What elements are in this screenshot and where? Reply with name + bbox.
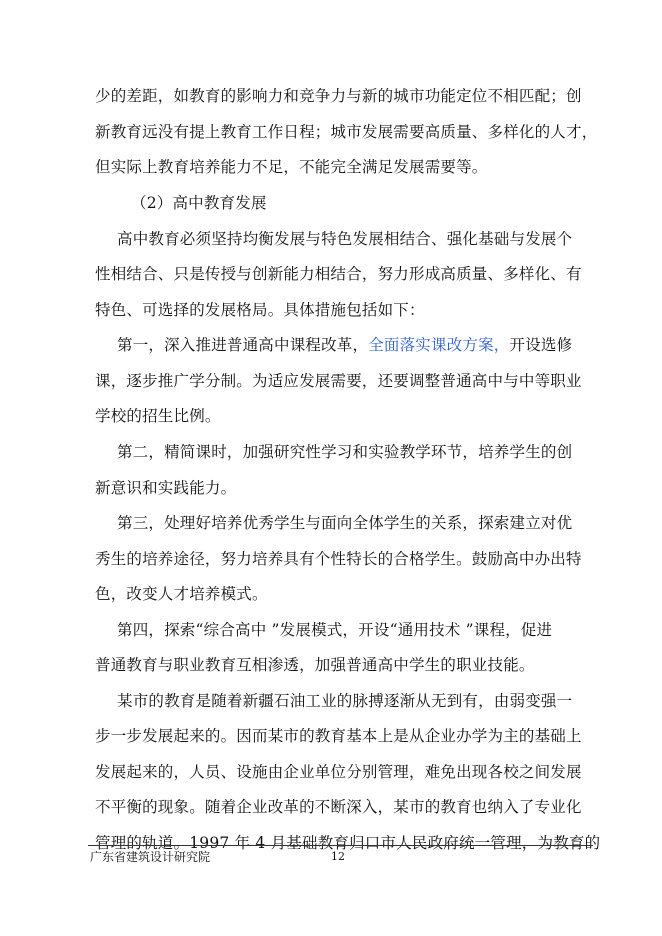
text-line-8 — [117, 335, 572, 355]
text-line-6: 性相结合、只是传授与创新能力相结合，努力形成高质量、多样化、有 — [95, 265, 582, 283]
text-line-9: 课，逐步推广学分制。为适应发展需要，还要调整普通高中与中等职业 — [95, 372, 582, 390]
line-8-before: 第一，深入推进普通高中课程改革， — [117, 336, 369, 354]
text-line-15: 色，改变人才培养模式。 — [95, 585, 268, 603]
text-line-10: 学校的招生比例。 — [95, 407, 221, 425]
text-line-21: 不平衡的现象。随着企业改革的不断深入，某市的教育也纳入了专业化 — [95, 798, 582, 816]
text-line-16: 第四，探索“综合高中 ”发展模式，开设“通用技术 ”课程，促进 — [117, 621, 553, 639]
text-line-19: 步一步发展起来的。因而某市的教育基本上是从企业办学为主的基础上 — [95, 727, 582, 745]
line-8-after: 开设选修 — [509, 336, 573, 354]
text-line-2: 新教育远没有提上教育工作日程；城市发展需要高质量、多样化的人才， — [95, 123, 598, 141]
text-line-20: 发展起来的，人员、设施由企业单位分别管理，难免出现各校之间发展 — [95, 763, 582, 781]
page-number: 12 — [331, 850, 345, 863]
text-line-14: 秀生的培养途径，努力培养具有个性特长的合格学生。鼓励高中办出特 — [95, 550, 582, 568]
highlighted-text: 全面落实课改方案， — [368, 336, 510, 354]
text-line-13: 第三，处理好培养优秀学生与面向全体学生的关系，探索建立对优 — [117, 514, 573, 532]
text-line-7: 特色、可选择的发展格局。具体措施包括如下： — [95, 301, 425, 319]
footer-divider — [88, 845, 593, 846]
text-line-3: 但实际上教育培养能力不足，不能完全满足发展需要等。 — [95, 158, 488, 176]
text-line-12: 新意识和实践能力。 — [95, 479, 237, 497]
text-line-17: 普通教育与职业教育互相渗透，加强普通高中学生的职业技能。 — [95, 656, 535, 674]
text-line-1: 少的差距，如教育的影响力和竞争力与新的城市功能定位不相匹配；创 — [95, 87, 582, 105]
text-line-18: 某市的教育是随着新疆石油工业的脉搏逐渐从无到有，由弱变强一 — [117, 692, 573, 710]
text-line-22: 管理的轨道。1997 年 4 月基础教育归口市人民政府统一管理，为教育的 — [95, 834, 601, 852]
text-line-11: 第二，精简课时，加强研究性学习和实验教学环节，培养学生的创 — [117, 443, 573, 461]
section-heading: （2）高中教育发展 — [131, 194, 267, 212]
text-line-5: 高中教育必须坚持均衡发展与特色发展相结合、强化基础与发展个 — [117, 230, 573, 248]
footer-organization: 广东省建筑设计研究院 — [90, 850, 211, 864]
